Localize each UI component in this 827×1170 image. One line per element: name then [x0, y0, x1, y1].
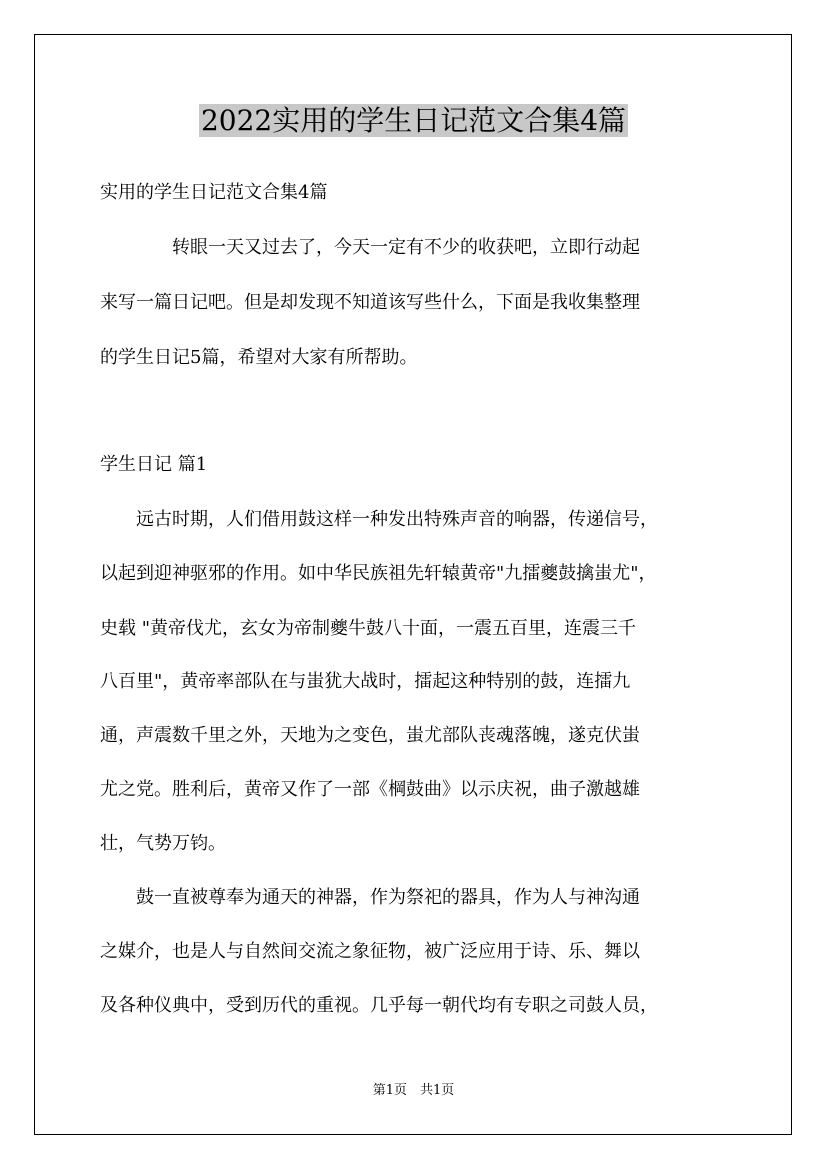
body-line: 远古时期，人们借用鼓这样一种发出特殊声音的响器，传递信号，: [100, 509, 658, 530]
body-line: 及各种仪典中，受到历代的重视。几乎每一朝代均有专职之司鼓人员，: [100, 995, 658, 1016]
body-line: 八百里"，黄帝率部队在与蚩犹大战时，擂起这种特别的鼓，连擂九: [100, 671, 631, 692]
body-line: 壮，气势万钧。: [100, 833, 226, 854]
document-subtitle: 实用的学生日记范文合集4篇: [100, 182, 328, 203]
body-line: 以起到迎神驱邪的作用。如中华民族祖先轩辕黄帝"九擂夔鼓擒蚩尤"，: [100, 563, 657, 584]
body-line: 史载 "黄帝伐尤，玄女为帝制夔牛鼓八十面，一震五百里，连震三千: [100, 618, 636, 639]
body-line: 通，声震数千里之外，天地为之变色，蚩尤部队丧魂落魄，遂克伏蚩: [100, 725, 640, 746]
body-line: 之媒介，也是人与自然间交流之象征物，被广泛应用于诗、乐、舞以: [100, 941, 640, 962]
document-title-text: 2022实用的学生日记范文合集4篇: [200, 104, 627, 137]
intro-line: 来写一篇日记吧。但是却发现不知道该写些什么，下面是我收集整理: [100, 292, 640, 313]
intro-line: 的学生日记5篇，希望对大家有所帮助。: [100, 347, 418, 368]
page-footer: 第1页 共1页: [372, 1083, 455, 1098]
intro-line: 转眼一天又过去了，今天一定有不少的收获吧，立即行动起: [100, 237, 640, 258]
body-line: 尤之党。胜利后，黄帝又作了一部《棡鼓曲》以示庆祝，曲子激越雄: [100, 779, 640, 800]
document-title: [0, 96, 827, 146]
body-line: 鼓一直被尊奉为通天的神器，作为祭祀的器具，作为人与神沟通: [100, 887, 640, 908]
section-heading: 学生日记 篇1: [100, 454, 208, 475]
